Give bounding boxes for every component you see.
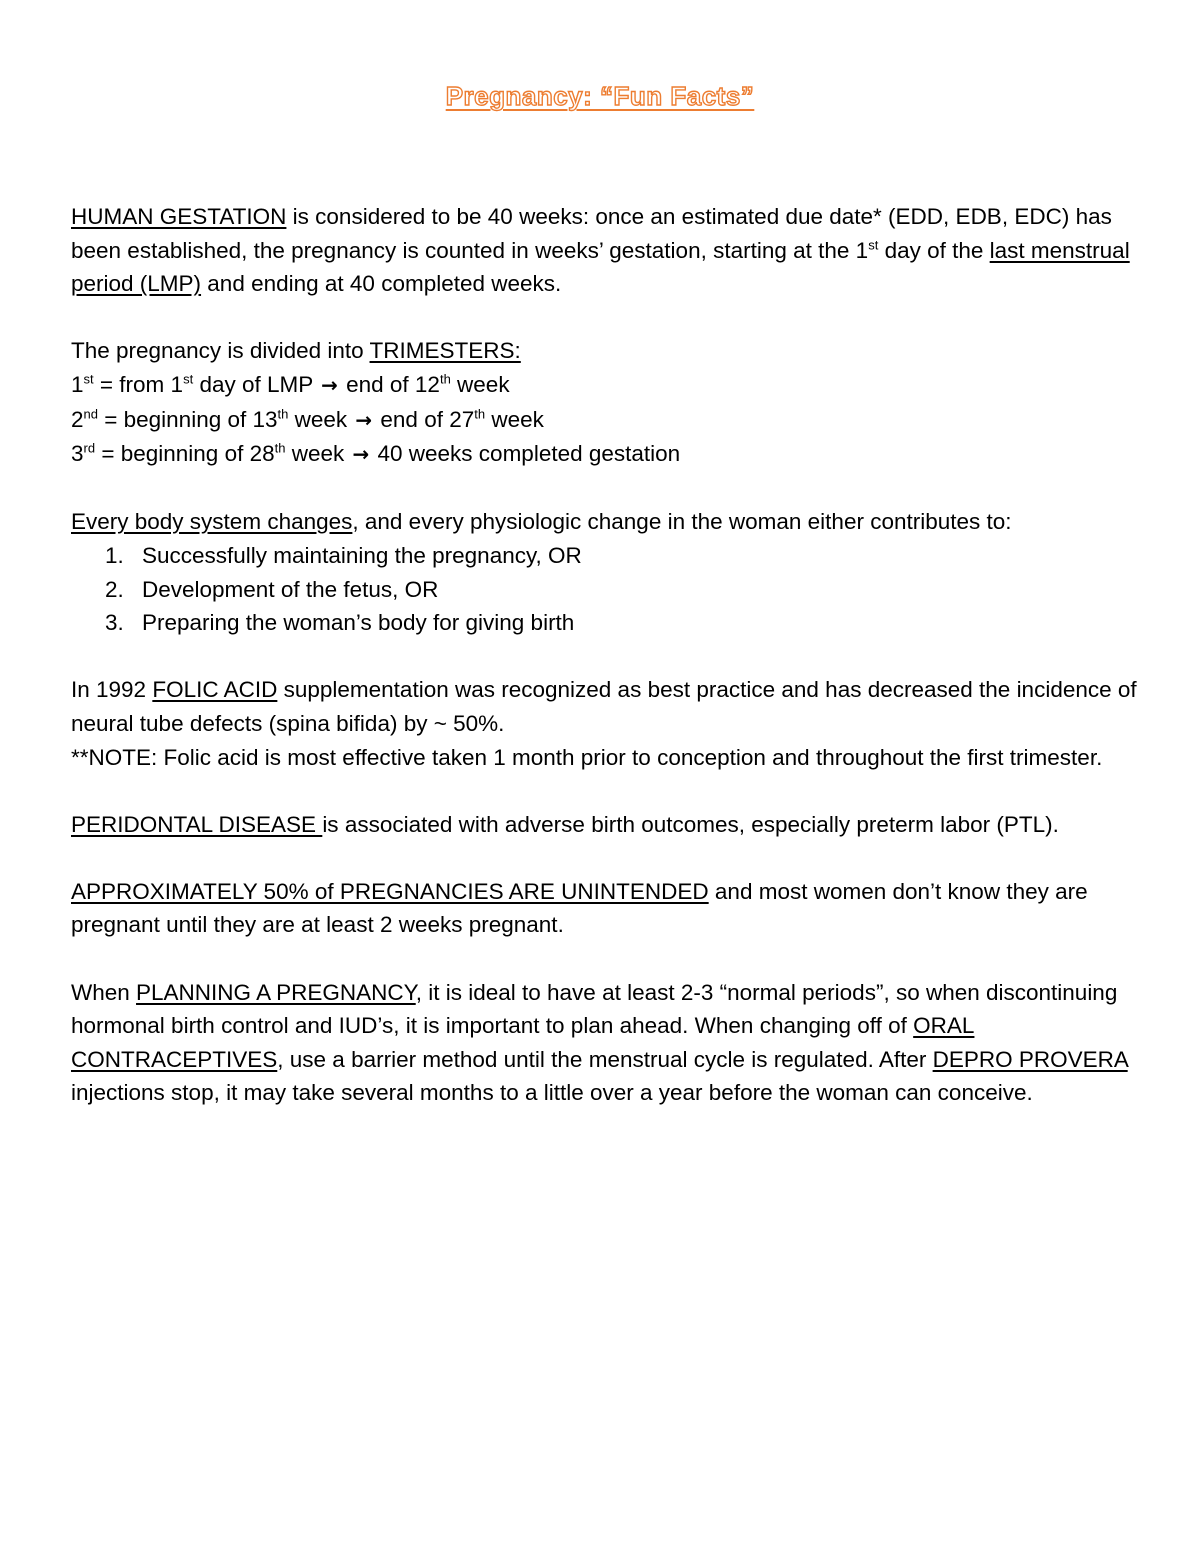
body-system-paragraph: Every body system changes, and every physiologic change in the woman either contributes to: — [71, 509, 1012, 535]
right-arrow-icon: → — [352, 442, 370, 467]
spacer — [71, 640, 1141, 674]
folic-note: **NOTE: Folic acid is most effective taken 1 month prior to conception and throughout the first trimester. — [71, 744, 1103, 770]
term-periodontal: PERIDONTAL DISEASE — [71, 811, 323, 837]
spacer — [71, 942, 1141, 976]
trimester-first: 1st = from 1st day of LMP → end of 12th week — [71, 368, 1141, 403]
list-item: 2. Development of the fetus, OR — [105, 576, 439, 602]
trimesters-intro: The pregnancy is divided into TRIMESTERS: — [71, 338, 521, 364]
trimester-third: 3rd = beginning of 28th week → 40 weeks completed gestation — [71, 437, 1141, 472]
term-folic-acid: FOLIC ACID — [152, 677, 278, 703]
spacer — [71, 301, 1141, 335]
list-item: 1. Successfully maintaining the pregnancy, OR — [105, 542, 582, 568]
term-depo-provera: DEPRO PROVERA — [932, 1046, 1128, 1072]
trimester-second: 2nd = beginning of 13th week → end of 27th week — [71, 403, 1141, 438]
spacer — [71, 841, 1141, 875]
contribution-list — [71, 539, 1141, 640]
document-title: Pregnancy: “Fun Facts” — [445, 81, 755, 111]
gestation-paragraph: HUMAN GESTATION is considered to be 40 weeks: once an estimated due date* (EDD, EDB, EDC) has been established, the pregnancy is counted in weeks’ gestation, starting at the 1st day of the last menstrual period (LMP) and ending at 40 completed weeks. — [71, 204, 1130, 297]
term-lmp: last menstrual period (LMP) — [71, 237, 1130, 297]
term-unintended: APPROXIMATELY 50% of PREGNANCIES ARE UNINTENDED — [71, 878, 709, 904]
spacer — [71, 774, 1141, 808]
right-arrow-icon: → — [321, 372, 338, 397]
list-item: 3. Preparing the woman’s body for giving birth — [105, 610, 575, 636]
planning-paragraph: When PLANNING A PREGNANCY, it is ideal to have at least 2-3 “normal periods”, so when discontinuing hormonal birth control and IUD’s, it is important to plan ahead. When changing off of ORAL CONTRACEPTIVES, use a barrier method until the menstrual cycle is regulated. After DEPRO PROVERA injections stop, it may take several months to a little over a year before the woman can conceive. — [71, 979, 1128, 1106]
term-planning: PLANNING A PREGNANCY — [136, 979, 416, 1005]
term-body-system: Every body system changes — [71, 509, 353, 535]
periodontal-paragraph: PERIDONTAL DISEASE is associated with adverse birth outcomes, especially preterm labor (PTL). — [71, 811, 1059, 837]
spacer — [71, 472, 1141, 506]
term-human-gestation: HUMAN GESTATION — [71, 204, 287, 229]
term-trimesters: TRIMESTERS: — [369, 338, 521, 364]
right-arrow-icon: → — [355, 407, 373, 432]
folic-paragraph: In 1992 FOLIC ACID supplementation was recognized as best practice and has decreased the incidence of neural tube defects (spina bifida) by ~ 50%. — [71, 677, 1137, 736]
document-body — [71, 200, 1141, 1110]
unintended-paragraph: APPROXIMATELY 50% of PREGNANCIES ARE UNINTENDED and most women don’t know they are pregnant until they are at least 2 weeks pregnant. — [71, 878, 1088, 938]
term-oral-contraceptives: ORAL CONTRACEPTIVES — [71, 1013, 975, 1072]
